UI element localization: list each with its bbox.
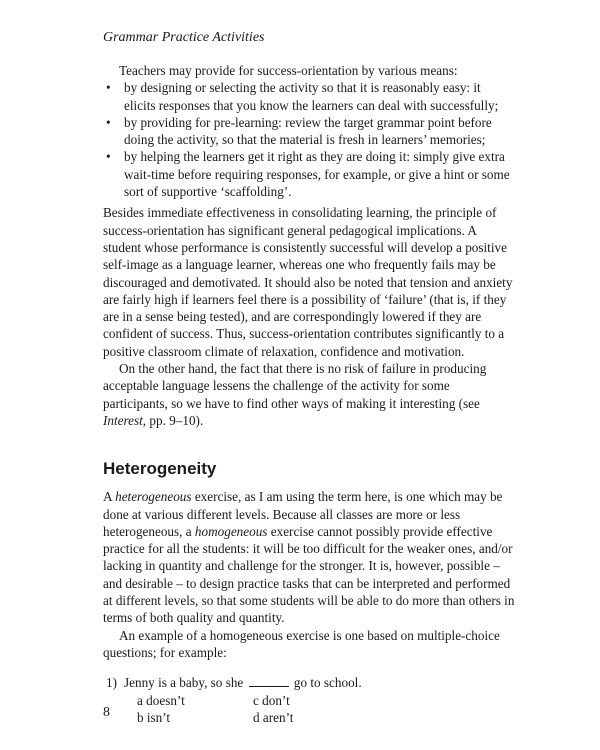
para3-text-3: exercise cannot possibly provide effective practice for all the students: it will be too difficult for the weaker ones, and/or lacking in quantity and challenge for the stronger. It is, however, possible – and desirable – to design practice tasks that can be interpreted and performed at different levels, so that some students will be able to do more than others in terms of both quality and quantity. xyxy=(103,523,515,626)
running-head: Grammar Practice Activities xyxy=(103,30,265,45)
list-item xyxy=(103,114,515,149)
list-item-text: by designing or selecting the activity so that it is reasonably easy: it elicits responses that you know the learners can deal with successfully; xyxy=(124,80,499,113)
answer-blank xyxy=(249,685,289,687)
option-a: a doesn’t xyxy=(137,692,185,708)
multiple-choice-example xyxy=(103,674,515,726)
list-item xyxy=(103,148,515,200)
body-text xyxy=(103,62,515,726)
question-text-before: Jenny is a baby, so she xyxy=(124,675,244,691)
para3-text-2: exercise, as I am using the term here, is one which may be done at various different levels. Because all classes are more or less heterogeneous, a xyxy=(103,489,503,539)
para2-text-before: On the other hand, the fact that there is no risk of failure in producing acceptable language lessens the challenge of the activity for some participants, so we have to find other ways of making it interesting (see xyxy=(103,361,487,411)
example-number: 1) xyxy=(106,675,117,691)
list-item-text: by providing for pre-learning: review the target grammar point before doing the activity, so that the material is fresh in learners’ memories; xyxy=(124,114,492,148)
cross-reference-interest: Interest xyxy=(103,412,143,428)
paragraph-heterogeneity xyxy=(103,488,515,626)
question-text-after: go to school. xyxy=(293,675,362,691)
intro-paragraph: Teachers may provide for success-orientation by various means: xyxy=(119,63,458,78)
option-b: b isn’t xyxy=(137,709,171,725)
example-question xyxy=(103,674,515,691)
paragraph-success-orientation: Besides immediate effectiveness in consolidating learning, the principle of success-orientation has significant general pedagogical implications. A student whose performance is consistently successful will develop a positive self-image as a language learner, whereas one who frequently fails may be discouraged and demotivated. It should also be noted that tension and anxiety are fairly high if learners feel there is a possibility of ‘failure’ (that is, if they are in a sense being tested), and are correspondingly lowered if they are confident of success. Thus, success-orientation contributes significantly to a positive classroom climate of relaxation, confidence and motivation. xyxy=(103,205,513,359)
bullet-icon: • xyxy=(106,149,111,165)
option-d: d aren’t xyxy=(253,709,294,725)
list-item xyxy=(103,79,515,114)
bullet-list xyxy=(103,79,515,200)
paragraph-challenge xyxy=(103,360,515,429)
section-heading: Heterogeneity xyxy=(103,459,217,479)
term-heterogeneous: heterogeneous xyxy=(115,489,192,505)
bullet-icon: • xyxy=(106,114,111,130)
term-homogeneous: homogeneous xyxy=(194,523,268,539)
option-c: c don’t xyxy=(253,692,290,708)
para3-text-1: A xyxy=(103,489,116,505)
bullet-icon: • xyxy=(106,80,111,96)
page-number: 8 xyxy=(103,705,110,720)
paragraph-example-intro: An example of a homogeneous exercise is one based on multiple-choice questions; for example: xyxy=(103,627,500,660)
list-item-text: by helping the learners get it right as they are doing it: simply give extra wait-time before requiring responses, for example, or give a hint or some sort of supportive ‘scaffolding’. xyxy=(124,149,510,200)
answer-options xyxy=(103,692,515,727)
para2-text-after: , pp. 9–10). xyxy=(142,412,204,428)
